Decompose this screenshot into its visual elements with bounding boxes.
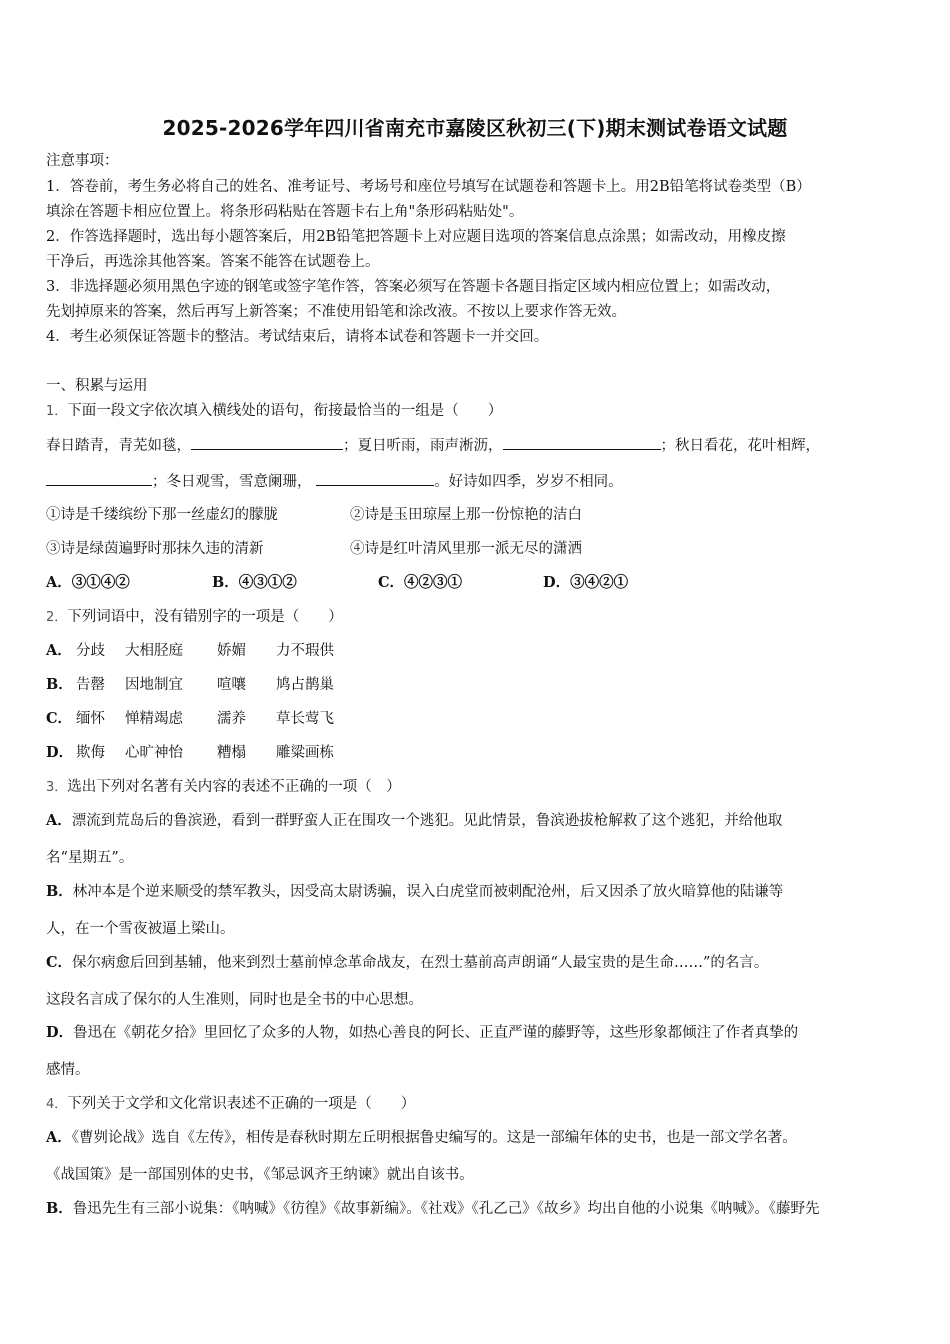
question-text: 选出下列对名著有关内容的表述不正确的一项（ ）	[67, 779, 401, 795]
word: 分歧	[76, 643, 105, 659]
question-3-stem	[46, 777, 401, 798]
question-1-passage-line	[46, 435, 820, 456]
choice-label: A．	[46, 812, 72, 829]
word: 娇媚	[217, 643, 246, 659]
question-number: 1．	[46, 404, 68, 419]
choice-c[interactable]: C．④②③①	[378, 574, 463, 591]
notice-heading: 注意事项：	[46, 153, 119, 169]
choice-continuation: 这段名言成了保尔的人生准则，同时也是全书的中心思想。	[46, 992, 423, 1008]
choice-label: C．	[46, 954, 73, 971]
choice-text[interactable]	[46, 1199, 820, 1219]
question-number: 3．	[46, 780, 68, 795]
choice-text[interactable]	[46, 953, 768, 973]
notice-line: 1．答卷前，考生务必将自己的姓名、准考证号、考场号和座位号填写在试题卷和答题卡上。用2B铅笔将试卷类型（B）	[46, 179, 811, 195]
answer-blank[interactable]	[316, 471, 434, 486]
question-text: 下列词语中，没有错别字的一项是（ ）	[67, 609, 343, 625]
section-heading: 一、积累与运用	[46, 378, 148, 394]
question-4-stem	[46, 1094, 415, 1115]
word: 欺侮	[76, 745, 105, 761]
passage-text: ；冬日观雪，雪意阑珊，	[152, 474, 312, 490]
choice-b[interactable]: B．④③①②	[212, 574, 297, 591]
choice-body: 鲁迅在《朝花夕拾》里回忆了众多的人物，如热心善良的阿长、正直严谨的藤野等，这些形象都倾注了作者真挚的	[73, 1025, 799, 1041]
notice-line: 2．作答选择题时，选出每小题答案后，用2B铅笔把答题卡上对应题目选项的答案信息点涂黑；如需改动，用橡皮擦	[46, 229, 786, 245]
choice-label[interactable]: B．	[46, 676, 73, 693]
choice-label: B．	[46, 1200, 73, 1217]
notice-line: 干净后，再选涂其他答案。答案不能答在试题卷上。	[46, 254, 380, 270]
passage-text: ；夏日听雨，雨声淅沥，	[343, 438, 503, 454]
answer-blank[interactable]	[191, 435, 343, 450]
sentence-option: ①诗是千缕缤纷下那一丝虚幻的朦胧	[46, 507, 278, 523]
word: 大相胫庭	[125, 643, 183, 659]
question-2-stem	[46, 607, 343, 628]
choice-text[interactable]	[46, 882, 783, 902]
choice-continuation: 《战国策》是一部国别体的史书，《邹忌讽齐王纳谏》就出自该书。	[46, 1167, 474, 1183]
choice-continuation: 感情。	[46, 1062, 90, 1078]
passage-text: 春日踏青，青芜如毯，	[46, 438, 191, 454]
word: 鸠占鹊巢	[276, 677, 334, 693]
word: 缅怀	[76, 711, 105, 727]
word: 告罄	[76, 677, 105, 693]
choice-label: D．	[46, 1024, 74, 1041]
choice-label[interactable]: D．	[46, 744, 74, 761]
notice-line: 4．考生必须保证答题卡的整洁。考试结束后，请将本试卷和答题卡一并交回。	[46, 329, 549, 345]
notice-line: 3．非选择题必须用黑色字迹的钢笔或签字笔作答，答案必须写在答题卡各题目指定区域内相应位置上；如需改动，	[46, 279, 781, 295]
choice-label: A．	[46, 1129, 72, 1146]
choice-body: 漂流到荒岛后的鲁滨逊，看到一群野蛮人正在围攻一个逃犯。见此情景，鲁滨逊拔枪解救了这个逃犯，并给他取	[71, 813, 783, 829]
choice-label[interactable]: A．	[46, 642, 72, 659]
question-1-passage-line	[46, 471, 623, 492]
choice-label[interactable]: C．	[46, 710, 73, 727]
sentence-option: ②诗是玉田琼屋上那一份惊艳的洁白	[350, 507, 582, 523]
choice-continuation: 人，在一个雪夜被逼上梁山。	[46, 921, 235, 937]
notice-line: 先划掉原来的答案，然后再写上新答案；不准使用铅笔和涂改液。不按以上要求作答无效。	[46, 304, 626, 320]
choice-continuation: 名“星期五”。	[46, 850, 134, 866]
word: 因地制宜	[125, 677, 183, 693]
word: 糟榻	[217, 745, 246, 761]
choice-text[interactable]	[46, 1128, 797, 1148]
notice-line: 填涂在答题卡相应位置上。将条形码粘贴在答题卡右上角"条形码粘贴处"。	[46, 204, 524, 220]
choice-body: 保尔病愈后回到基辅，他来到烈士墓前悼念革命战友，在烈士墓前高声朗诵“人最宝贵的是生命……”的名言。	[72, 955, 769, 971]
page-title: 2025-2026学年四川省南充市嘉陵区秋初三(下)期末测试卷语文试题	[162, 116, 788, 140]
word: 雕粱画栋	[276, 745, 334, 761]
choice-body: 《曹刿论战》选自《左传》，相传是春秋时期左丘明根据鲁史编写的。这是一部编年体的史书，也是一部文学名著。	[71, 1130, 797, 1146]
choice-body: 林冲本是个逆来顺受的禁军教头，因受高太尉诱骗，误入白虎堂而被刺配沧州，后又因杀了放火暗算他的陆谦等	[72, 884, 784, 900]
sentence-option: ③诗是绿茵遍野时那抹久违的清新	[46, 541, 264, 557]
question-1-stem	[46, 401, 502, 422]
word: 喧嚷	[217, 677, 246, 693]
answer-blank[interactable]	[46, 471, 152, 486]
answer-blank[interactable]	[503, 435, 661, 450]
word: 濡养	[217, 711, 246, 727]
question-text: 下面一段文字依次填入横线处的语句，衔接最恰当的一组是（ ）	[67, 403, 503, 419]
choice-label: B．	[46, 883, 73, 900]
question-text: 下列关于文学和文化常识表述不正确的一项是（ ）	[67, 1096, 416, 1112]
choice-body: 鲁迅先生有三部小说集：《呐喊》《彷徨》《故事新编》。《社戏》《孔乙己》《故乡》均出自他的小说集《呐喊》。《藤野先	[72, 1201, 820, 1217]
word: 惮精竭虑	[125, 711, 183, 727]
word: 草长莺飞	[276, 711, 334, 727]
choice-text[interactable]	[46, 1023, 798, 1043]
choice-a[interactable]: A．③①④②	[46, 574, 130, 591]
passage-text: 。好诗如四季，岁岁不相同。	[434, 474, 623, 490]
sentence-option: ④诗是红叶清风里那一派无尽的潇洒	[350, 541, 582, 557]
choice-text[interactable]	[46, 811, 782, 831]
question-number: 4．	[46, 1097, 68, 1112]
word: 心旷神怡	[125, 745, 183, 761]
question-number: 2．	[46, 610, 68, 625]
passage-text: ；秋日看花，花叶相辉，	[660, 438, 820, 454]
choice-d[interactable]: D．③④②①	[543, 574, 629, 591]
word: 力不瑕供	[276, 643, 334, 659]
